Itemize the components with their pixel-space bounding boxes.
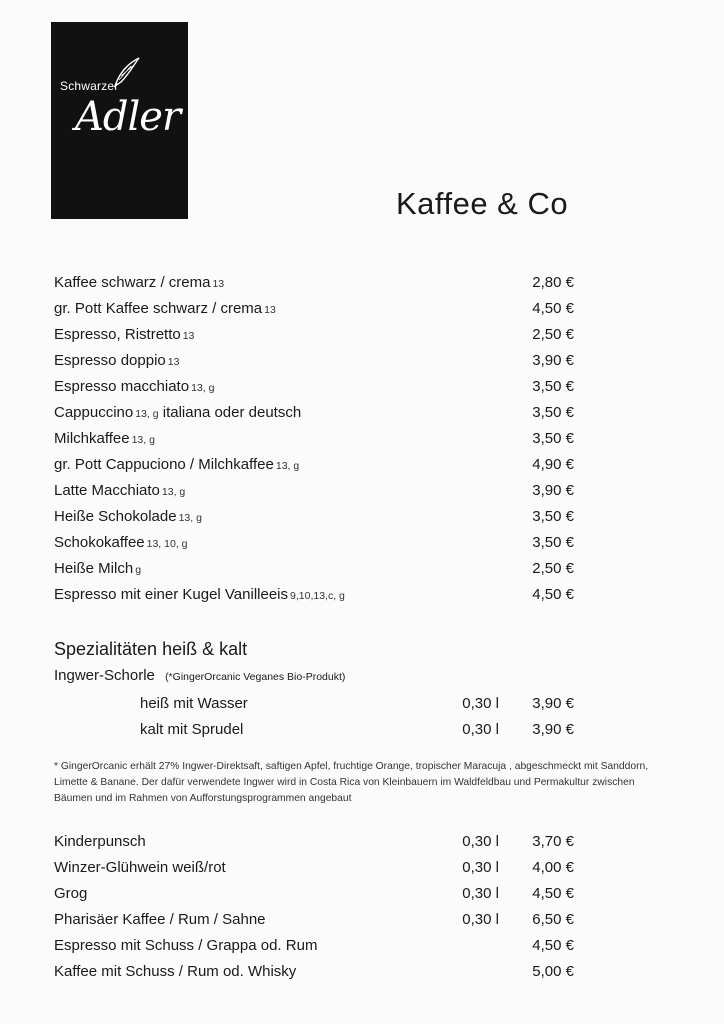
ingwer-heading <box>54 667 345 684</box>
allergen-note: 9,10,13,c, g <box>290 590 345 602</box>
item-name: Kinderpunsch <box>54 833 146 850</box>
allergen-note: 13 <box>264 304 276 316</box>
item-price: 3,50 € <box>532 430 574 447</box>
allergen-note: 13 <box>182 330 195 342</box>
allergen-note: 13, g <box>131 434 155 446</box>
ingwer-name: Ingwer-Schorle <box>54 667 155 684</box>
footnote <box>54 759 654 807</box>
item-name: Cappuccino 13, g italiana oder deutsch <box>54 404 302 421</box>
section-title-specials: Spezialitäten heiß & kalt <box>54 639 248 659</box>
menu-item <box>54 272 574 294</box>
item-name: Winzer-Glühwein weiß/rot <box>54 859 226 876</box>
item-price: 4,50 € <box>532 300 574 317</box>
allergen-note: 13 <box>212 278 225 290</box>
menu-item <box>54 909 574 931</box>
item-name: heiß mit Wasser <box>140 695 248 712</box>
item-quantity: 0,30 l <box>462 721 499 738</box>
allergen-note: 13, g <box>275 460 300 472</box>
menu-item <box>54 428 574 450</box>
item-price: 4,50 € <box>532 937 574 954</box>
item-quantity: 0,30 l <box>462 911 499 928</box>
menu-item <box>54 324 574 346</box>
allergen-note: 13, g <box>191 382 215 394</box>
item-price: 3,50 € <box>532 378 574 395</box>
item-name: Espresso macchiato 13, g <box>54 378 215 395</box>
logo-text-top: Schwarzer <box>60 79 119 93</box>
menu-item <box>54 558 574 580</box>
menu-item <box>54 454 574 476</box>
item-name: Heiße Milch g <box>54 560 142 577</box>
item-name: Latte Macchiato 13, g <box>54 482 186 499</box>
item-price: 5,00 € <box>532 963 574 980</box>
menu-item <box>54 480 574 502</box>
item-name: Kaffee schwarz / crema 13 <box>54 274 225 291</box>
item-name: Espresso, Ristretto 13 <box>54 326 195 343</box>
menu-item <box>54 961 574 983</box>
item-name: gr. Pott Cappuciono / Milchkaffee 13, g <box>54 456 300 473</box>
menu-item <box>140 719 574 741</box>
item-price: 4,50 € <box>532 586 574 603</box>
allergen-note: g <box>135 564 142 576</box>
item-price: 2,80 € <box>532 274 574 291</box>
item-name: Espresso mit einer Kugel Vanilleeis 9,10,13,c, g <box>54 586 345 603</box>
item-price: 4,00 € <box>532 859 574 876</box>
item-name: Pharisäer Kaffee / Rum / Sahne <box>54 911 266 928</box>
item-name: Grog <box>54 885 88 902</box>
item-name: Heiße Schokolade 13, g <box>54 508 202 525</box>
item-extra: italiana oder deutsch <box>162 404 302 421</box>
item-price: 3,90 € <box>532 482 574 499</box>
item-price: 3,50 € <box>532 534 574 551</box>
item-price: 2,50 € <box>532 560 574 577</box>
item-name: Espresso doppio 13 <box>54 352 180 369</box>
menu-item <box>54 506 574 528</box>
item-price: 4,50 € <box>532 885 574 902</box>
footnote-lead: * GingerOrcanic <box>54 761 128 772</box>
item-price: 3,50 € <box>532 404 574 421</box>
item-price: 4,90 € <box>532 456 574 473</box>
logo <box>51 22 188 219</box>
item-name: kalt mit Sprudel <box>140 721 244 738</box>
menu-item <box>54 584 574 606</box>
item-quantity: 0,30 l <box>462 695 499 712</box>
allergen-note: 13, 10, g <box>146 538 188 550</box>
menu-item <box>140 693 574 715</box>
ingwer-note: (*GingerOrcanic Veganes Bio-Produkt) <box>165 671 346 683</box>
item-price: 3,90 € <box>532 352 574 369</box>
allergen-note: 13 <box>167 356 180 368</box>
menu-item <box>54 532 574 554</box>
item-name: Schokokaffee 13, 10, g <box>54 534 188 551</box>
item-quantity: 0,30 l <box>462 885 499 902</box>
page-title: Kaffee & Co <box>396 186 569 221</box>
menu-item <box>54 935 574 957</box>
logo-text-script: Adler <box>75 94 181 140</box>
menu-item <box>54 376 574 398</box>
menu-item <box>54 883 574 905</box>
menu-item <box>54 402 574 424</box>
menu-item <box>54 857 574 879</box>
item-price: 3,50 € <box>532 508 574 525</box>
allergen-note: 13, g <box>135 408 159 420</box>
allergen-note: 13, g <box>161 486 186 498</box>
footnote-text: erhält 27% Ingwer-Direktsaft, saftigen Apfel, fruchtige Orange, tropischer Maracuja , abgeschmeckt mit Sanddorn, Limette & Banane. Der dafür verwendete Ingwer wird in Costa Rica von Kleinbauern im Waldfeldbau und Permakultur zwischen Bäumen und im Rahmen von Aufforstungsprogrammen angebaut <box>54 761 649 804</box>
item-price: 3,90 € <box>532 695 574 712</box>
allergen-note: 13, g <box>178 512 202 524</box>
item-name: Kaffee mit Schuss / Rum od. Whisky <box>54 963 297 980</box>
item-name: gr. Pott Kaffee schwarz / crema 13 <box>54 300 276 317</box>
item-quantity: 0,30 l <box>462 859 499 876</box>
item-price: 2,50 € <box>532 326 574 343</box>
item-name: Espresso mit Schuss / Grappa od. Rum <box>54 937 318 954</box>
item-price: 3,70 € <box>532 833 574 850</box>
menu-item <box>54 298 574 320</box>
menu-item <box>54 831 574 853</box>
menu-item <box>54 350 574 372</box>
item-price: 3,90 € <box>532 721 574 738</box>
item-quantity: 0,30 l <box>462 833 499 850</box>
item-name: Milchkaffee 13, g <box>54 430 155 447</box>
item-price: 6,50 € <box>532 911 574 928</box>
